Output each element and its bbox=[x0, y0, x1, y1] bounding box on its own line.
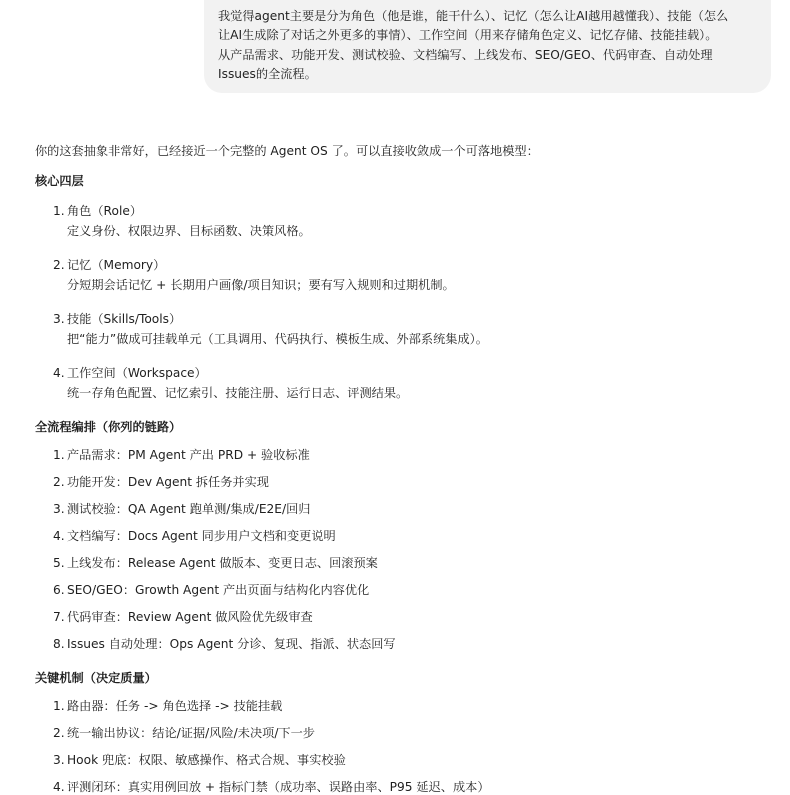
list-item bbox=[53, 500, 775, 518]
list-item bbox=[53, 363, 775, 403]
list-item bbox=[53, 608, 775, 626]
user-message-line: 我觉得agent主要是分为角色（他是谁，能干什么）、记忆（怎么让AI越用越懂我）、技能（怎么 bbox=[218, 9, 729, 23]
list-item-text: Hook 兜底：权限、敏感操作、格式合规、事实校验 bbox=[67, 753, 346, 767]
list-item bbox=[53, 201, 775, 241]
list-number: 6. bbox=[53, 583, 65, 597]
list-number: 2. bbox=[53, 475, 65, 489]
list-item-text: 文档编写：Docs Agent 同步用户文档和变更说明 bbox=[67, 529, 336, 543]
list-item-text: 统一输出协议：结论/证据/风险/未决项/下一步 bbox=[67, 726, 315, 740]
list-item-heading: 工作空间（Workspace） bbox=[67, 366, 207, 380]
user-message-bubble bbox=[204, 0, 771, 93]
list-item-text: 上线发布：Release Agent 做版本、变更日志、回滚预案 bbox=[67, 556, 378, 570]
list-item bbox=[53, 473, 775, 491]
list-item-heading: 技能（Skills/Tools） bbox=[67, 312, 182, 326]
list-item bbox=[53, 751, 775, 769]
list-item-description: 分短期会话记忆 + 长期用户画像/项目知识；要有写入规则和过期机制。 bbox=[67, 278, 455, 292]
list-number: 2. bbox=[53, 258, 65, 272]
list-item-text: 测试校验：QA Agent 跑单测/集成/E2E/回归 bbox=[67, 502, 311, 516]
list-number: 3. bbox=[53, 312, 65, 326]
reply-intro: 你的这套抽象非常好，已经接近一个完整的 Agent OS 了。可以直接收敛成一个可落地模型： bbox=[35, 144, 539, 158]
section-core-layers bbox=[35, 172, 775, 403]
list-number: 1. bbox=[53, 204, 65, 218]
list-item-text: Issues 自动处理：Ops Agent 分诊、复现、指派、状态回写 bbox=[67, 637, 396, 651]
list-item-heading: 角色（Role） bbox=[67, 204, 143, 218]
user-message-line: 让AI生成除了对话之外更多的事情）、工作空间（用来存储角色定义、记忆存储、技能挂载）。 bbox=[218, 28, 718, 43]
list-number: 4. bbox=[53, 780, 65, 794]
list-item-description: 把“能力”做成可挂载单元（工具调用、代码执行、模板生成、外部系统集成）。 bbox=[67, 332, 488, 346]
list-item bbox=[53, 724, 775, 742]
list-number: 1. bbox=[53, 448, 65, 462]
list-item bbox=[53, 697, 775, 715]
list-item-text: 评测闭环：真实用例回放 + 指标门禁（成功率、误路由率、P95 延迟、成本） bbox=[67, 780, 490, 794]
list-item bbox=[53, 554, 775, 572]
list-number: 4. bbox=[53, 366, 65, 380]
list-item bbox=[53, 446, 775, 464]
list-number: 1. bbox=[53, 699, 65, 713]
list-item bbox=[53, 581, 775, 599]
list-number: 4. bbox=[53, 529, 65, 543]
ordered-list bbox=[35, 446, 775, 653]
section-pipeline bbox=[35, 418, 775, 653]
list-item bbox=[53, 527, 775, 545]
assistant-reply bbox=[35, 142, 775, 795]
list-item-text: 产品需求：PM Agent 产出 PRD + 验收标准 bbox=[67, 448, 310, 462]
list-number: 7. bbox=[53, 610, 65, 624]
section-title: 关键机制（决定质量） bbox=[35, 671, 157, 685]
list-item-heading: 记忆（Memory） bbox=[67, 258, 166, 272]
list-item bbox=[53, 635, 775, 653]
user-message-line: 从产品需求、功能开发、测试校验、文档编写、上线发布、SEO/GEO、代码审查、自动处理 bbox=[218, 47, 713, 62]
list-item-text: SEO/GEO：Growth Agent 产出页面与结构化内容优化 bbox=[67, 583, 370, 597]
ordered-list bbox=[35, 697, 775, 795]
user-message-line: Issues的全流程。 bbox=[218, 66, 317, 81]
list-item-description: 统一存角色配置、记忆索引、技能注册、运行日志、评测结果。 bbox=[67, 386, 409, 400]
list-number: 3. bbox=[53, 753, 65, 767]
list-item-description: 定义身份、权限边界、目标函数、决策风格。 bbox=[67, 224, 311, 238]
list-number: 2. bbox=[53, 726, 65, 740]
list-item-text: 路由器：任务 -> 角色选择 -> 技能挂载 bbox=[67, 699, 283, 713]
list-item bbox=[53, 309, 775, 349]
list-item bbox=[53, 255, 775, 295]
list-item bbox=[53, 778, 775, 795]
list-item-text: 代码审查：Review Agent 做风险优先级审查 bbox=[67, 610, 313, 624]
list-number: 3. bbox=[53, 502, 65, 516]
ordered-list bbox=[35, 201, 775, 403]
section-title: 全流程编排（你列的链路） bbox=[35, 420, 182, 434]
list-item-text: 功能开发：Dev Agent 拆任务并实现 bbox=[67, 475, 269, 489]
list-number: 5. bbox=[53, 556, 65, 570]
list-number: 8. bbox=[53, 637, 65, 651]
section-title: 核心四层 bbox=[35, 174, 84, 188]
section-key-mechanisms bbox=[35, 669, 775, 795]
